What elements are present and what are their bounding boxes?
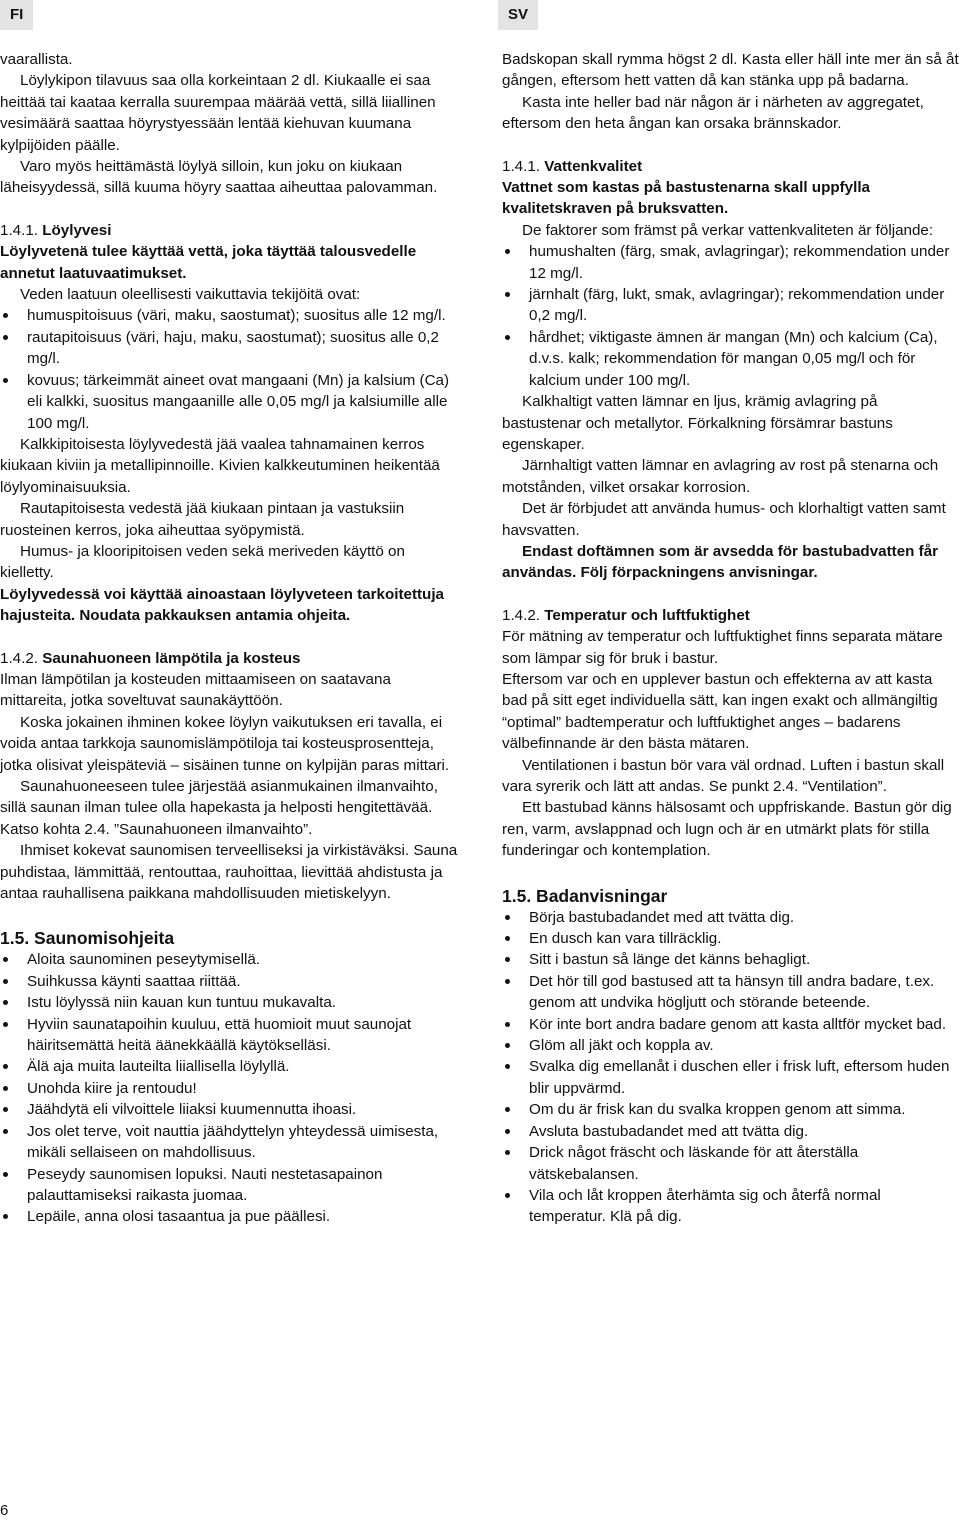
section-number: 1.4.1. <box>502 157 540 175</box>
water-quality-list <box>0 305 458 433</box>
paragraph: Kalkhaltigt vatten lämnar en ljus, krämig avlagring på bastustenar och metallytor. Förkalkning försämrar bastuns egenskaper. <box>502 393 893 453</box>
section-number: 1.4.2. <box>0 649 38 667</box>
list-item: Drick något fräscht och läskande för att återställa vätskebalansen. <box>502 1142 960 1185</box>
list-item: Älä aja muita lauteilta liiallisella löylyllä. <box>0 1056 458 1077</box>
list-item: rautapitoisuus (väri, haju, maku, saostumat); suositus alle 0,2 mg/l. <box>0 327 458 370</box>
section-heading-1-4-1 <box>0 220 458 241</box>
list-item: hårdhet; viktigaste ämnen är mangan (Mn) och kalcium (Ca), d.v.s. kalk; rekommendation för mangan 0,05 mg/l och för kalcium under 100 mg/l. <box>502 327 960 391</box>
paragraph: Varo myös heittämästä löylyä silloin, kun joku on kiukaan läheisyydessä, sillä kuuma höyry saattaa aiheuttaa palovamman. <box>0 158 438 197</box>
section-title: Vattenkvalitet <box>544 157 643 175</box>
list-item: Lepäile, anna olosi tasaantua ja pue päällesi. <box>0 1206 458 1227</box>
paragraph: Saunahuoneeseen tulee järjestää asianmukainen ilmanvaihto, sillä saunan ilman tulee olla hapekasta ja helposti hengitettävää. Katso kohta 2.4. ”Saunahuoneen ilmanvaihto”. <box>0 778 438 838</box>
paragraph: Humus- ja klooripitoisen veden sekä meriveden käyttö on kielletty. <box>0 542 405 582</box>
list-item: Avsluta bastubadandet med att tvätta dig. <box>502 1121 960 1142</box>
paragraph: Ihmiset kokevat saunomisen terveelliseksi ja virkistäväksi. Sauna puhdistaa, lämmittää, rentouttaa, rauhoittaa, lievittää ahdistusta ja antaa rauhallisena paikkana mahdollisuuden mietiskelyyn. <box>0 842 458 903</box>
list-item: humuspitoisuus (väri, maku, saostumat); suositus alle 12 mg/l. <box>0 305 458 326</box>
swedish-column <box>502 49 960 1228</box>
paragraph: Veden laatuun oleellisesti vaikuttavia tekijöitä ovat: <box>20 286 361 304</box>
section-number: 1.4.2. <box>502 606 540 624</box>
list-item: Peseydy saunomisen lopuksi. Nauti nestetasapainon palauttamiseksi raikasta juomaa. <box>0 1164 458 1207</box>
section-heading-1-4-2 <box>0 648 458 669</box>
paragraph: Löylykipon tilavuus saa olla korkeintaan 2 dl. Kiukaalle ei saa heittää tai kaataa kerralla suurempaa määrää vettä, sillä liiallinen vesimäärä saattaa höyrystyessään lentää kiehuvan kuumana kylpijöiden päälle. <box>0 72 436 154</box>
section-heading-1-4-1 <box>502 156 960 177</box>
section-title: Temperatur och luftfuktighet <box>544 606 750 624</box>
paragraph: Endast doftämnen som är avsedda för bastubadvatten får användas. Följ förpackningens anvisningar. <box>502 542 939 582</box>
paragraph: Ventilationen i bastun bör vara väl ordnad. Luften i bastun skall vara syrerik och lätt att andas. Se punkt 2.4. “Ventilation”. <box>502 756 945 795</box>
paragraph: För mätning av temperatur och luftfuktighet finns separata mätare som lämpar sig för bruk i bastur. <box>502 628 943 667</box>
finnish-column <box>0 49 458 1228</box>
paragraph: Vattnet som kastas på bastustenarna skall uppfylla kvalitetskraven på bruksvatten. <box>502 179 871 218</box>
paragraph: Rautapitoisesta vedestä jää kiukaan pintaan ja vastuksiin ruosteinen kerros, joka aiheuttaa syöpymistä. <box>0 500 405 539</box>
list-item: humushalten (färg, smak, avlagringar); rekommendation under 12 mg/l. <box>502 241 960 284</box>
paragraph: Det är förbjudet att använda humus- och klorhaltigt vatten samt havsvatten. <box>502 500 946 539</box>
paragraph: Kalkkipitoisesta löylyvedestä jää vaalea tahnamainen kerros kiukaan kiviin ja metallipinnoille. Kivien kalkkeutuminen heikentää löylyominaisuuksia. <box>0 435 440 496</box>
paragraph: Löylyvedessä voi käyttää ainoastaan löylyveteen tarkoitettuja hajusteita. Noudata pakkauksen antamia ohjeita. <box>0 585 445 625</box>
paragraph: Kasta inte heller bad när någon är i närheten av aggregatet, eftersom den heta ångan kan orsaka brännskador. <box>502 93 924 133</box>
section-title: Saunahuoneen lämpötila ja kosteus <box>42 649 301 667</box>
section-heading-1-5: 1.5. Badanvisningar <box>502 885 668 906</box>
water-quality-list <box>502 241 960 391</box>
list-item: Jäähdytä eli vilvoittele liiaksi kuumennutta ihoasi. <box>0 1099 458 1120</box>
list-item: Börja bastubadandet med att tvätta dig. <box>502 907 960 928</box>
list-item: Hyviin saunatapoihin kuuluu, että huomioit muut saunojat häiritsemättä heitä äänekkäällä käytökselläsi. <box>0 1014 458 1057</box>
list-item: Sitt i bastun så länge det känns behagligt. <box>502 949 960 970</box>
list-item: En dusch kan vara tillräcklig. <box>502 928 960 949</box>
list-item: Suihkussa käynti saattaa riittää. <box>0 971 458 992</box>
list-item: Jos olet terve, voit nauttia jäähdyttelyn yhteydessä uimisesta, mikäli sellaiseen on mahdollisuus. <box>0 1121 458 1164</box>
paragraph: Eftersom var och en upplever bastun och effekterna av att kasta bad på sitt eget individuella sätt, kan ingen exakt och allmängiltig “optimal” badtemperatur och luftfuktighet anges – badarens välbefinnande är den bästa mätaren. <box>502 670 938 753</box>
paragraph: Ilman lämpötilan ja kosteuden mittaamiseen on saatavana mittareita, jotka soveltuvat saunakäyttöön. <box>0 670 391 710</box>
list-item: Kör inte bort andra badare genom att kasta alltför mycket bad. <box>502 1014 960 1035</box>
page-number: 6 <box>0 1502 9 1519</box>
list-item: Om du är frisk kan du svalka kroppen genom att simma. <box>502 1099 960 1120</box>
paragraph: Badskopan skall rymma högst 2 dl. Kasta eller häll inte mer än så åt gången, eftersom hett vatten då kan stänka upp på badarna. <box>502 51 959 90</box>
list-item: kovuus; tärkeimmät aineet ovat mangaani (Mn) ja kalsium (Ca) eli kalkki, suositus mangaanille alle 0,05 mg/l ja kalsiumille alle 100 mg/l. <box>0 370 458 434</box>
list-item: Vila och låt kroppen återhämta sig och återfå normal temperatur. Klä på dig. <box>502 1185 960 1228</box>
list-item: Det hör till god bastused att ta hänsyn till andra badare, t.ex. genom att undvika högljutt och störande beteende. <box>502 971 960 1014</box>
section-heading-1-5: 1.5. Saunomisohjeita <box>0 928 175 949</box>
paragraph: Löylyvetenä tulee käyttää vettä, joka täyttää talousvedelle annetut laatuvaatimukset. <box>0 243 417 282</box>
section-number: 1.4.1. <box>0 221 38 239</box>
list-item: Unohda kiire ja rentoudu! <box>0 1078 458 1099</box>
paragraph: Järnhaltigt vatten lämnar en avlagring av rost på stenarna och motstånden, vilket orsakar korrosion. <box>502 457 939 496</box>
list-item: Istu löylyssä niin kauan kun tuntuu mukavalta. <box>0 992 458 1013</box>
sauna-instructions-list <box>0 949 458 1227</box>
list-item: Svalka dig emellanåt i duschen eller i frisk luft, eftersom huden blir uppvärmd. <box>502 1056 960 1099</box>
list-item: Glöm all jäkt och koppla av. <box>502 1035 960 1056</box>
paragraph: De faktorer som främst på verkar vattenkvaliteten är följande: <box>522 221 934 239</box>
paragraph: vaarallista. <box>0 51 73 68</box>
language-tab-fi: FI <box>0 0 33 30</box>
section-title: Löylyvesi <box>42 221 112 239</box>
list-item: järnhalt (färg, lukt, smak, avlagringar); rekommendation under 0,2 mg/l. <box>502 284 960 327</box>
section-heading-1-4-2 <box>502 605 960 626</box>
paragraph: Koska jokainen ihminen kokee löylyn vaikutuksen eri tavalla, ei voida antaa tarkkoja saunomislämpötiloja tai kosteusprosentteja, jotka olisivat yleispäteviä – sisäinen tunne on kylpijän paras mittari. <box>0 713 450 774</box>
sauna-instructions-list <box>502 907 960 1228</box>
language-tab-sv: SV <box>498 0 538 30</box>
paragraph: Ett bastubad känns hälsosamt och uppfriskande. Bastun gör dig ren, varm, avslappnad och lugn och är en utmärkt plats för stilla funderingar och kontemplation. <box>502 799 952 860</box>
list-item: Aloita saunominen peseytymisellä. <box>0 949 458 970</box>
